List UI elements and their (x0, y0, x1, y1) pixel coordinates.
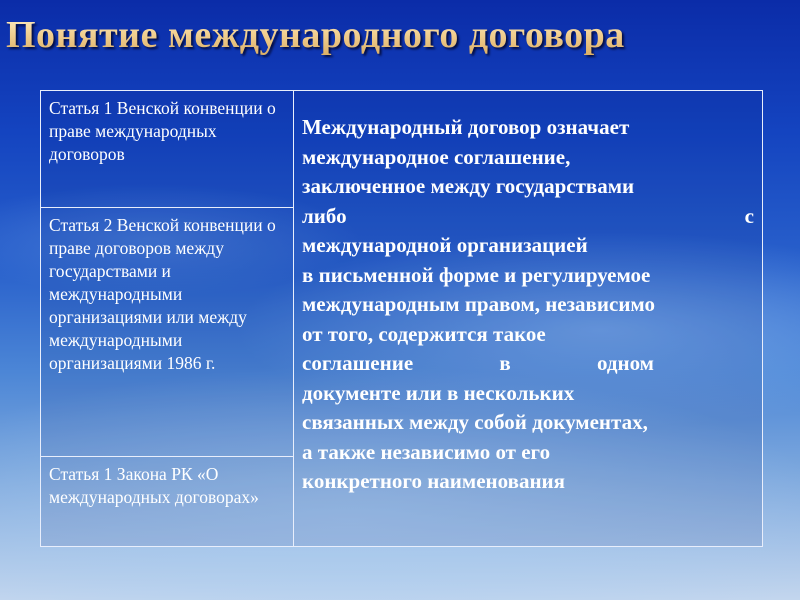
definition-line: международным правом, независимо (302, 292, 655, 316)
source-cell-vienna-1986: Статья 2 Венской конвенции о праве договоров между государствами и международными организациями или между международными организациями 1986 г. (41, 208, 294, 457)
definition-line: от того, содержится такое (302, 321, 546, 346)
definition-line: Международный договор означает (302, 115, 630, 139)
definition-line: конкретного наименования (302, 469, 566, 493)
definition-line: связанных между собой документах, (302, 410, 648, 434)
definition-line: либо с (302, 203, 754, 228)
definition-line: а также независимо от его (302, 439, 551, 464)
definition-line: международной организацией (302, 233, 588, 257)
definition-line: соглашение в одном (302, 351, 654, 375)
table-row (41, 91, 763, 208)
definition-line: заключенное между государствами (302, 174, 635, 198)
source-cell-vienna-1969: Статья 1 Венской конвенции о праве международных договоров (41, 91, 294, 208)
definition-line: международное соглашение, (302, 144, 571, 169)
source-cell-rk-law: Статья 1 Закона РК «О международных договорах» (41, 457, 294, 547)
slide-title: Понятие международного договора (6, 10, 625, 60)
definition-line: документе или в нескольких (302, 380, 575, 405)
definition-table (40, 90, 763, 547)
definition-line: в письменной форме и регулируемое (302, 262, 651, 287)
definition-cell (294, 91, 763, 547)
